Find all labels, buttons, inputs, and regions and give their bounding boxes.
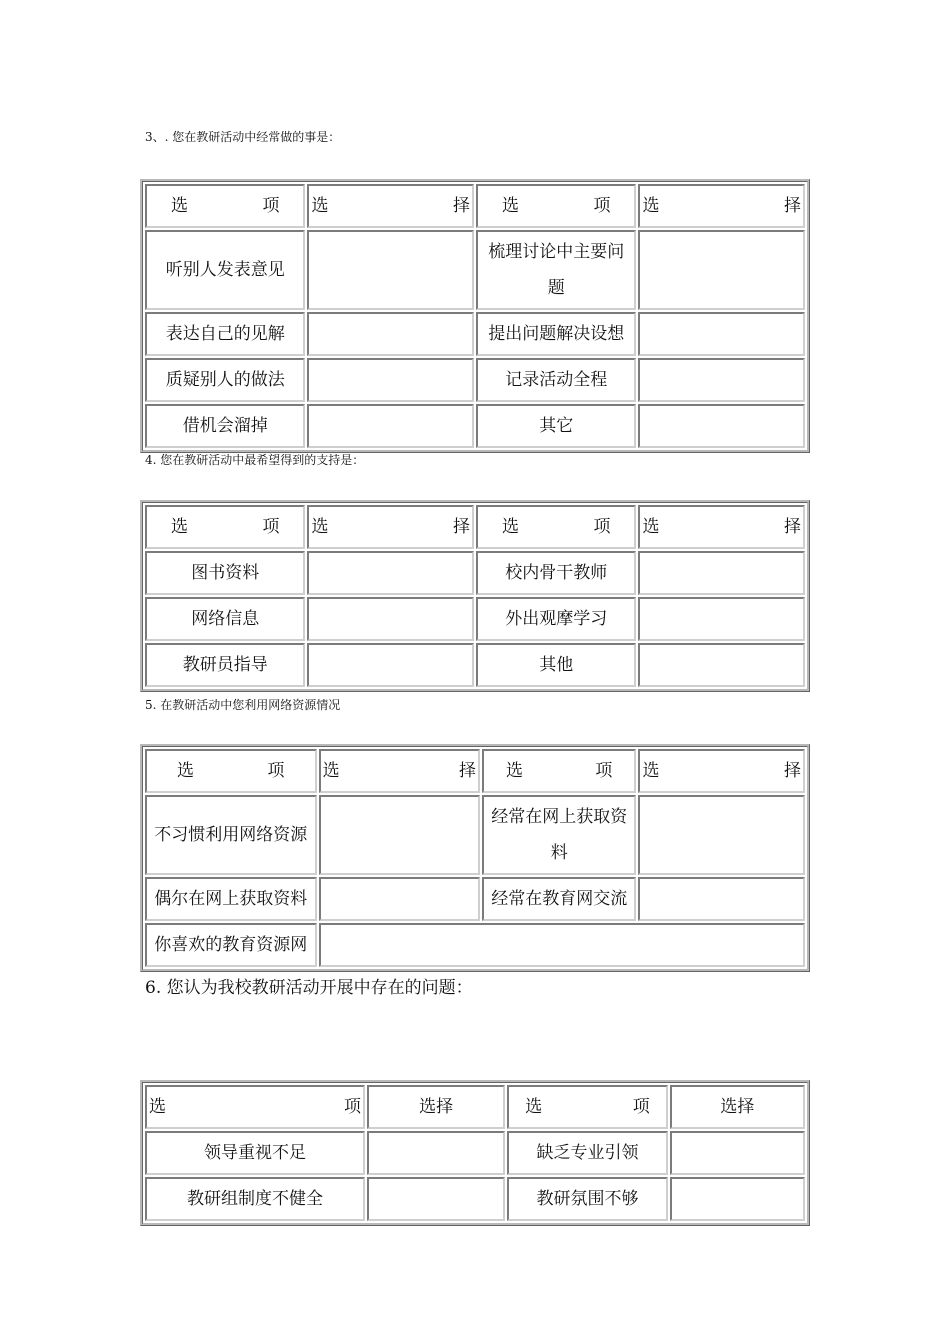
header-option: 选 项 [476,505,636,549]
choice-cell[interactable] [638,643,805,687]
option-label: 教研组制度不健全 [145,1177,365,1221]
header-choice: 选 择 [307,184,474,228]
table-header-row [145,184,805,228]
table-header-row [145,505,805,549]
option-label: 你喜欢的教育资源网 [145,923,317,967]
choice-cell[interactable] [319,877,480,921]
favorite-site-input[interactable] [319,923,805,967]
choice-cell[interactable] [638,230,805,310]
table-row [145,551,805,595]
option-label: 质疑别人的做法 [145,358,305,402]
header-choice: 选 择 [638,505,805,549]
choice-cell[interactable] [307,643,474,687]
table-row [145,643,805,687]
choice-cell[interactable] [307,551,474,595]
header-option: 选 项 [145,749,317,793]
question-3-title: 3、. 您在教研活动中经常做的事是： [145,130,341,144]
table-row [145,597,805,641]
header-option: 选 项 [145,184,305,228]
table-row [145,312,805,356]
option-label: 缺乏专业引领 [507,1131,667,1175]
header-choice: 选 择 [319,749,480,793]
option-label: 记录活动全程 [476,358,636,402]
option-label: 校内骨干教师 [476,551,636,595]
option-label: 经常在网上获取资料 [482,795,636,875]
option-label: 外出观摩学习 [476,597,636,641]
choice-cell[interactable] [638,597,805,641]
choice-cell[interactable] [670,1131,805,1175]
option-label: 网络信息 [145,597,305,641]
question-5-title: 5. 在教研活动中您利用网络资源情况 [145,698,341,712]
table-row [145,1131,805,1175]
table-header-row [145,749,805,793]
header-option: 选 项 [476,184,636,228]
choice-cell[interactable] [638,404,805,448]
option-label: 其他 [476,643,636,687]
choice-cell[interactable] [367,1131,505,1175]
question-4-table [140,500,810,692]
choice-cell[interactable] [307,404,474,448]
table-row [145,358,805,402]
option-label: 教研员指导 [145,643,305,687]
question-4-title: 4. 您在教研活动中最希望得到的支持是： [145,453,365,467]
choice-cell[interactable] [367,1177,505,1221]
option-label: 梳理讨论中主要问题 [476,230,636,310]
table-row [145,795,805,875]
choice-cell[interactable] [319,795,480,875]
choice-cell[interactable] [670,1177,805,1221]
header-choice: 选 择 [307,505,474,549]
header-option: 选 项 [482,749,636,793]
option-label: 图书资料 [145,551,305,595]
choice-cell[interactable] [638,877,805,921]
question-6-table [140,1080,810,1226]
header-choice: 选 择 [638,184,805,228]
question-3-table [140,179,810,453]
option-label: 经常在教育网交流 [482,877,636,921]
table-row [145,923,805,967]
header-choice: 选择 [367,1085,505,1129]
option-label: 领导重视不足 [145,1131,365,1175]
choice-cell[interactable] [307,358,474,402]
choice-cell[interactable] [638,312,805,356]
question-5-table [140,744,810,972]
option-label: 借机会溜掉 [145,404,305,448]
table-row [145,877,805,921]
header-option: 选 项 [145,1085,365,1129]
table-row [145,1177,805,1221]
choice-cell[interactable] [307,230,474,310]
choice-cell[interactable] [307,597,474,641]
option-label: 其它 [476,404,636,448]
option-label: 表达自己的见解 [145,312,305,356]
table-row [145,230,805,310]
question-6-title: 6. 您认为我校教研活动开展中存在的问题： [145,978,473,998]
header-option: 选 项 [145,505,305,549]
option-label: 不习惯利用网络资源 [145,795,317,875]
option-label: 听别人发表意见 [145,230,305,310]
header-choice: 选 择 [638,749,805,793]
option-label: 教研氛围不够 [507,1177,667,1221]
choice-cell[interactable] [307,312,474,356]
choice-cell[interactable] [638,795,805,875]
table-row [145,404,805,448]
option-label: 偶尔在网上获取资料 [145,877,317,921]
table-header-row [145,1085,805,1129]
header-choice: 选择 [670,1085,805,1129]
choice-cell[interactable] [638,358,805,402]
header-option: 选 项 [507,1085,667,1129]
option-label: 提出问题解决设想 [476,312,636,356]
choice-cell[interactable] [638,551,805,595]
